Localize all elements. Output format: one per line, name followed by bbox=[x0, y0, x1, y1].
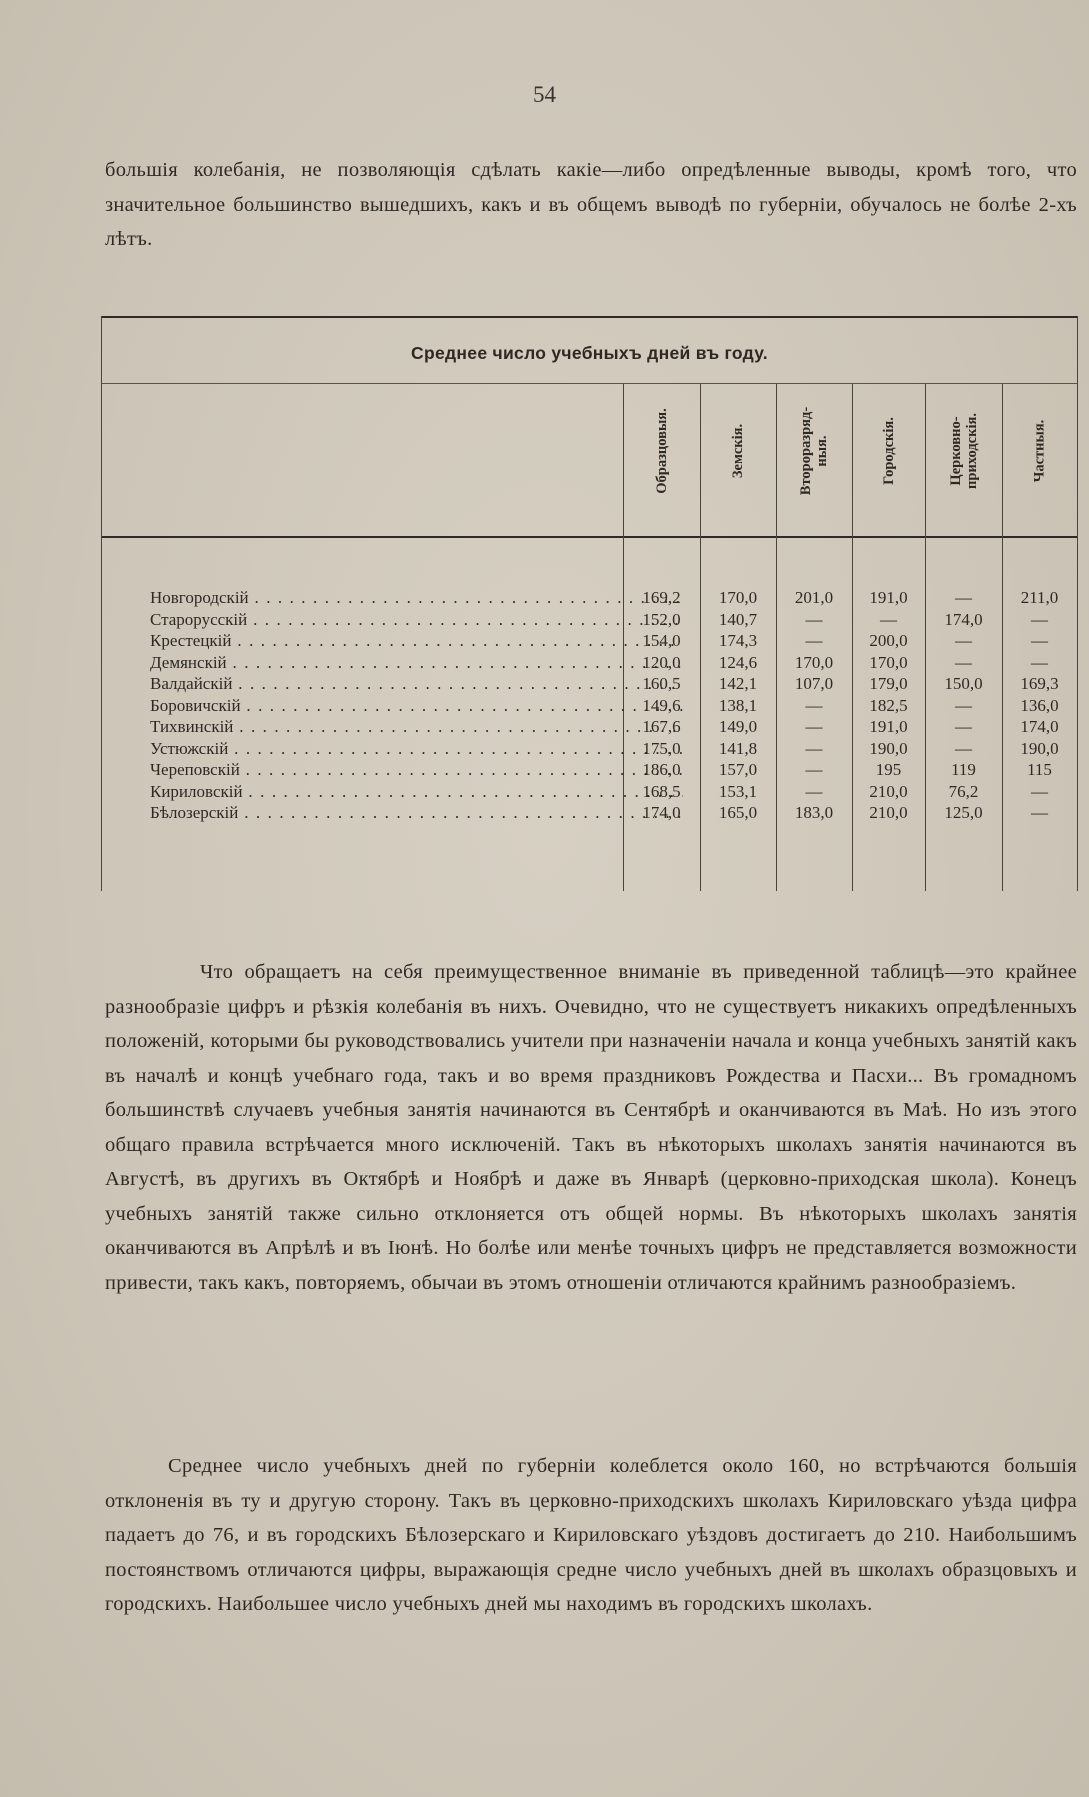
column-header-label: Второразряд- ныя. bbox=[798, 406, 831, 496]
table-cell: 141,8 bbox=[718, 738, 758, 758]
table-cell: 183,0 bbox=[794, 803, 834, 822]
table-cell: 165,0 bbox=[718, 803, 758, 822]
table-cell: 76,2 bbox=[948, 781, 979, 801]
table-cell: 120,0 bbox=[642, 652, 681, 672]
table-cell: 191,0 bbox=[869, 717, 908, 736]
column-header bbox=[925, 384, 1002, 518]
paragraph-intro: большія колебанія, не позволяющія сдѣлать какіе—либо опредѣленные выводы, кромѣ того, что значительное большинство вышедшихъ, какъ и въ общемъ выводѣ по губерніи, обучалось не болѣе 2-хъ лѣтъ. bbox=[105, 159, 1077, 250]
table-cell: 168,5 bbox=[642, 781, 681, 801]
table-cell: 115 bbox=[1027, 760, 1052, 779]
district-name: Тихвинскій . . . bbox=[150, 717, 683, 737]
table-cell: — bbox=[1031, 652, 1048, 672]
column-header-label: Земскія. bbox=[729, 423, 746, 479]
column-header-label: Городскія. bbox=[880, 417, 897, 485]
district-name: Старорусскій . . . bbox=[150, 610, 683, 630]
table-cell: — bbox=[805, 717, 823, 736]
table-cell: 182,5 bbox=[869, 695, 908, 715]
table-cell: 119 bbox=[951, 760, 976, 779]
table-row bbox=[101, 653, 1078, 675]
table-cell: 169,3 bbox=[1020, 674, 1059, 693]
table-cell: 186,0 bbox=[642, 760, 681, 779]
table-header-rule bbox=[101, 536, 1078, 538]
table-cell: — bbox=[805, 760, 823, 779]
table-cell: — bbox=[1031, 803, 1048, 822]
table-cell: — bbox=[955, 652, 972, 672]
paragraph-conclusion: Среднее число учебныхъ дней по губерніи колеблется около 160, но встрѣчаются большія отклоненія въ ту и другую сторону. Такъ въ церковно-приходскихъ школахъ Кириловскаго уѣзда цифра падаетъ до 76, и въ городскихъ Бѣлозерскаго и Кириловскаго уѣздовъ достигаетъ до 210. Наибольшимъ постоянствомъ отличаются цифры, выражающія средне число учебныхъ дней въ школахъ образцовыхъ и городскихъ. Наибольшее число учебныхъ дней мы находимъ въ городскихъ школахъ. bbox=[105, 1455, 1077, 1615]
table-cell: — bbox=[1031, 781, 1048, 801]
table-cell: 167,6 bbox=[642, 717, 681, 736]
table-cell: 170,0 bbox=[869, 652, 908, 672]
column-header bbox=[1002, 384, 1077, 518]
column-header-label: Частныя. bbox=[1031, 419, 1048, 483]
table-body bbox=[101, 588, 1078, 825]
district-name: Бѣлозерскій . . . bbox=[150, 803, 683, 823]
table-cell: 138,1 bbox=[718, 695, 758, 715]
table-cell: 190,0 bbox=[869, 738, 908, 758]
table-cell: 179,0 bbox=[869, 674, 908, 693]
table-cell: 124,6 bbox=[718, 652, 758, 672]
table-row bbox=[101, 588, 1078, 610]
table-row bbox=[101, 717, 1078, 739]
table-cell: — bbox=[805, 609, 823, 629]
table-row bbox=[101, 782, 1078, 804]
school-days-table bbox=[101, 316, 1078, 891]
table-cell: 169,2 bbox=[642, 588, 681, 607]
table-cell: 152,0 bbox=[642, 609, 681, 629]
table-cell: 170,0 bbox=[718, 588, 758, 607]
table-cell: 200,0 bbox=[869, 631, 908, 650]
table-cell: — bbox=[1031, 609, 1048, 629]
table-cell: — bbox=[955, 631, 972, 650]
table-cell: 201,0 bbox=[794, 588, 834, 607]
table-title: Среднее число учебныхъ дней въ году. bbox=[411, 343, 768, 363]
page-number: 54 bbox=[533, 82, 556, 107]
table-row bbox=[101, 610, 1078, 632]
table-cell: — bbox=[955, 695, 972, 715]
table-cell: 175,0 bbox=[642, 738, 681, 758]
column-header-label: Церковно- приходскія. bbox=[947, 413, 980, 489]
district-name: Валдайскій . . . bbox=[150, 674, 683, 694]
table-cell: 174,0 bbox=[642, 803, 681, 822]
paragraph-discussion: Что обращаетъ на себя преимущественное вниманіе въ приведенной таблицѣ—это крайнее разнообразіе цифръ и рѣзкія колебанія въ нихъ. Очевидно, что не существуетъ никакихъ опредѣленныхъ положеній, которыми бы руководствовались учители при назначеніи начала и конца учебныхъ занятій какъ въ началѣ и концѣ учебнаго года, такъ и во время праздниковъ Рождества и Пасхи... Въ громадномъ большинствѣ случаевъ учебныя занятія начинаются въ Сентябрѣ и оканчиваются въ Маѣ. Но изъ этого общаго правила встрѣчается много исключеній. Такъ въ нѣкоторыхъ школахъ занятія начинаются въ Августѣ, въ другихъ въ Октябрѣ и Ноябрѣ и даже въ Январѣ (церковно-приходская школа). Конецъ учебныхъ занятій также сильно отклоняется отъ общей нормы. Въ нѣкоторыхъ школахъ занятія оканчиваются въ Апрѣлѣ и въ Іюнѣ. Но болѣе или менѣе точныхъ цифръ не представляется возможности привести, такъ какъ, повторяемъ, обычаи въ этомъ отношеніи отличаются крайнимъ разнообразіемъ. bbox=[105, 961, 1077, 1294]
table-cell: — bbox=[955, 738, 972, 758]
table-cell: 150,0 bbox=[944, 674, 983, 693]
table-cell: 125,0 bbox=[944, 803, 983, 822]
table-row bbox=[101, 739, 1078, 761]
table-cell: 190,0 bbox=[1020, 738, 1059, 758]
district-name: Демянскій . . . bbox=[150, 653, 683, 673]
table-row bbox=[101, 803, 1078, 825]
table-cell: 211,0 bbox=[1020, 588, 1059, 607]
table-cell: 142,1 bbox=[718, 674, 758, 693]
table-cell: 210,0 bbox=[869, 781, 908, 801]
table-row bbox=[101, 674, 1078, 696]
table-cell: 191,0 bbox=[869, 588, 908, 607]
table-cell: 174,0 bbox=[944, 609, 983, 629]
table-cell: — bbox=[1031, 631, 1048, 650]
table-row bbox=[101, 696, 1078, 718]
district-name: Новгородскій . . . bbox=[150, 588, 683, 608]
column-header bbox=[776, 384, 852, 518]
table-cell: 195 bbox=[875, 760, 902, 779]
table-cell: 107,0 bbox=[794, 674, 834, 693]
table-row bbox=[101, 631, 1078, 653]
table-cell: 210,0 bbox=[869, 803, 908, 822]
table-cell: 136,0 bbox=[1020, 695, 1059, 715]
table-cell: 154,0 bbox=[642, 631, 681, 650]
table-cell: — bbox=[805, 695, 823, 715]
table-cell: — bbox=[805, 631, 823, 650]
table-cell: — bbox=[880, 609, 897, 629]
table-cell: — bbox=[805, 738, 823, 758]
column-header bbox=[700, 384, 776, 518]
table-cell: — bbox=[805, 781, 823, 801]
column-header bbox=[852, 384, 925, 518]
column-header-label: Образцовыя. bbox=[653, 408, 670, 494]
table-cell: 140,7 bbox=[718, 609, 758, 629]
table-cell: 149,6 bbox=[642, 695, 681, 715]
district-name: Череповскій . . . bbox=[150, 760, 683, 780]
column-header bbox=[623, 384, 700, 518]
table-cell: — bbox=[955, 717, 972, 736]
district-name: Боровичскій . . . bbox=[150, 696, 683, 716]
table-cell: 174,3 bbox=[718, 631, 758, 650]
district-name: Крестецкій . . . bbox=[150, 631, 683, 651]
table-cell: 153,1 bbox=[718, 781, 758, 801]
table-row bbox=[101, 760, 1078, 782]
table-cell: 149,0 bbox=[718, 717, 758, 736]
table-cell: — bbox=[955, 588, 972, 607]
district-name: Устюжскій . . . bbox=[150, 739, 683, 759]
table-cell: 160,5 bbox=[642, 674, 681, 693]
table-top-rule bbox=[101, 316, 1078, 318]
table-cell: 157,0 bbox=[718, 760, 758, 779]
table-cell: 170,0 bbox=[794, 652, 834, 672]
district-name: Кириловскій . . . bbox=[150, 782, 683, 802]
table-cell: 174,0 bbox=[1020, 717, 1059, 736]
